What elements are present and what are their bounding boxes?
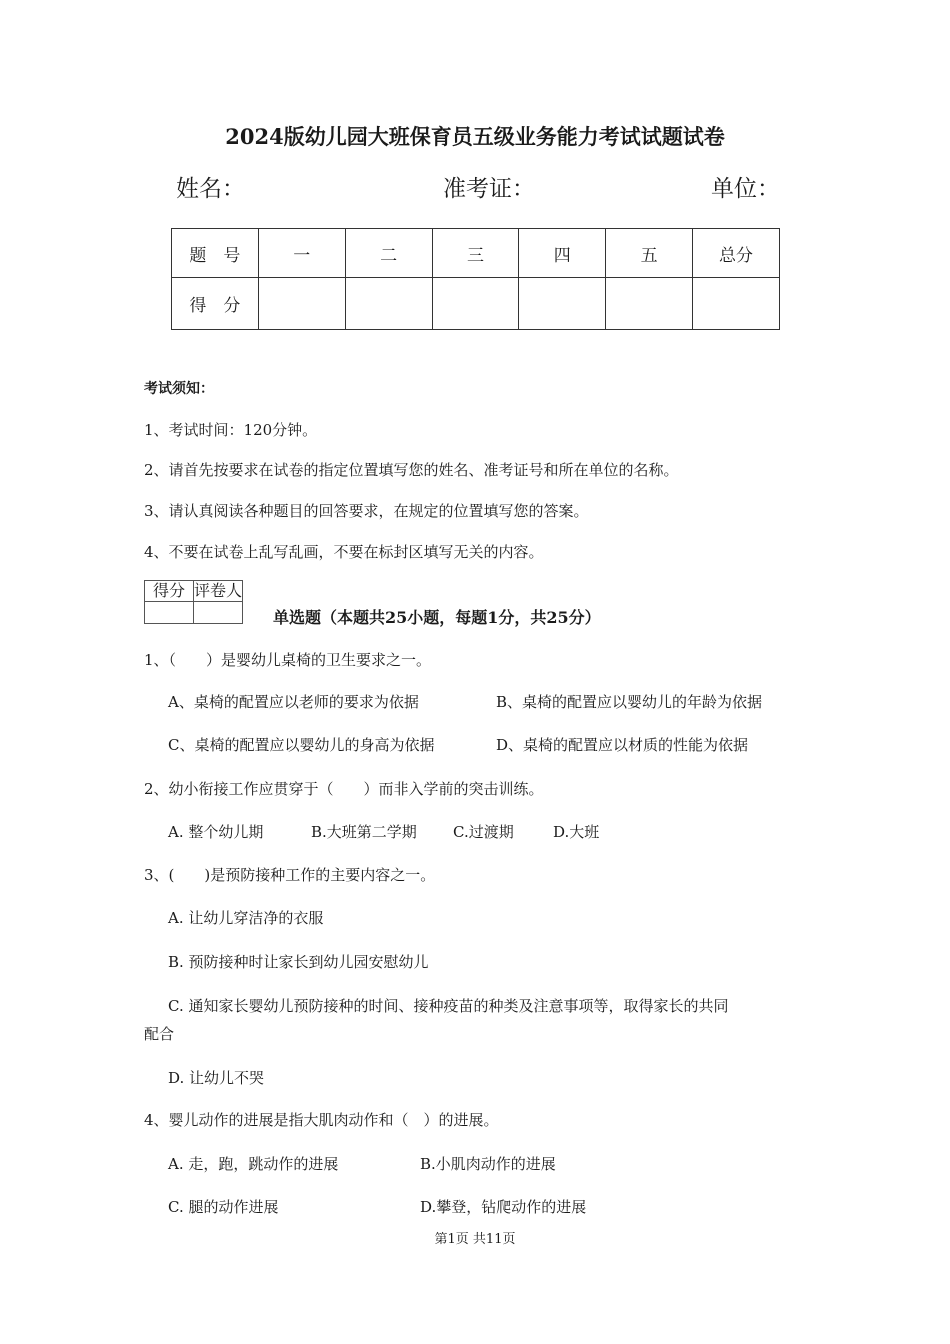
name-label: 姓名： <box>176 176 245 202</box>
question-option: C.过渡期 <box>453 823 514 841</box>
grader-name-label: 评卷人 <box>194 581 243 600</box>
question-option: D. 让幼儿不哭 <box>168 1069 265 1087</box>
score-cell <box>519 278 606 330</box>
question-stem: 2、幼小衔接工作应贯穿于（ ）而非入学前的突击训练。 <box>144 780 544 798</box>
score-table-header-cell: 五 <box>606 229 693 278</box>
score-table-header-cell: 一 <box>258 229 345 278</box>
score-cell <box>606 278 693 330</box>
notice-item: 1、考试时间：120分钟。 <box>144 421 318 439</box>
score-table-header-cell: 三 <box>432 229 519 278</box>
score-cell <box>693 278 780 330</box>
exam-title: 2024版幼儿园大班保育员五级业务能力考试试题试卷 <box>225 124 725 149</box>
grader-score-label: 得分 <box>145 581 194 602</box>
page-footer: 第1页 共11页 <box>434 1232 516 1247</box>
score-table-header-cell: 题 号 <box>172 229 259 278</box>
score-table-header-cell: 二 <box>345 229 432 278</box>
question-option: A. 让幼儿穿洁净的衣服 <box>168 909 324 927</box>
grader-name-cell <box>194 602 243 624</box>
notice-item: 2、请首先按要求在试卷的指定位置填写您的姓名、准考证号和所在单位的名称。 <box>144 461 679 479</box>
question-option: B、桌椅的配置应以婴幼儿的年龄为依据 <box>496 693 763 711</box>
grader-box <box>144 580 243 624</box>
question-option: A. 走，跑，跳动作的进展 <box>168 1155 339 1173</box>
question-option: D.攀登，钻爬动作的进展 <box>420 1198 587 1216</box>
score-table-header-cell: 总分 <box>693 229 780 278</box>
question-option: A、桌椅的配置应以老师的要求为依据 <box>168 693 419 711</box>
score-cell <box>258 278 345 330</box>
question-option-continuation: 配合 <box>144 1025 175 1043</box>
question-option: B. 预防接种时让家长到幼儿园安慰幼儿 <box>168 953 429 971</box>
notice-item: 4、不要在试卷上乱写乱画，不要在标封区填写无关的内容。 <box>144 543 544 561</box>
question-stem: 1、（ ）是婴幼儿桌椅的卫生要求之一。 <box>144 651 432 669</box>
notice-item: 3、请认真阅读各种题目的回答要求，在规定的位置填写您的答案。 <box>144 502 589 520</box>
notice-heading: 考试须知： <box>144 381 214 397</box>
question-option: B.大班第二学期 <box>311 823 417 841</box>
question-stem: 4、婴儿动作的进展是指大肌肉动作和（ ）的进展。 <box>144 1111 499 1129</box>
question-option: C、桌椅的配置应以婴幼儿的身高为依据 <box>168 736 435 754</box>
section-title: 单选题（本题共25小题，每题1分，共25分） <box>273 608 601 627</box>
question-option: C. 腿的动作进展 <box>168 1198 279 1216</box>
score-cell <box>345 278 432 330</box>
exam-id-label: 准考证： <box>443 176 535 202</box>
question-option: C. 通知家长婴幼儿预防接种的时间、接种疫苗的种类及注意事项等，取得家长的共同 <box>168 997 729 1015</box>
score-table-score-row <box>172 278 780 330</box>
question-option: B.小肌肉动作的进展 <box>420 1155 556 1173</box>
score-row-label: 得 分 <box>172 278 259 330</box>
score-cell <box>432 278 519 330</box>
question-option: A. 整个幼儿期 <box>168 823 264 841</box>
score-table-header-row <box>172 229 780 278</box>
score-table <box>171 228 780 330</box>
score-table-header-cell: 四 <box>519 229 606 278</box>
question-stem: 3、( )是预防接种工作的主要内容之一。 <box>144 866 436 884</box>
grader-score-cell <box>145 602 194 624</box>
question-option: D、桌椅的配置应以材质的性能为依据 <box>496 736 749 754</box>
question-option: D.大班 <box>553 823 600 841</box>
unit-label: 单位： <box>711 176 780 202</box>
